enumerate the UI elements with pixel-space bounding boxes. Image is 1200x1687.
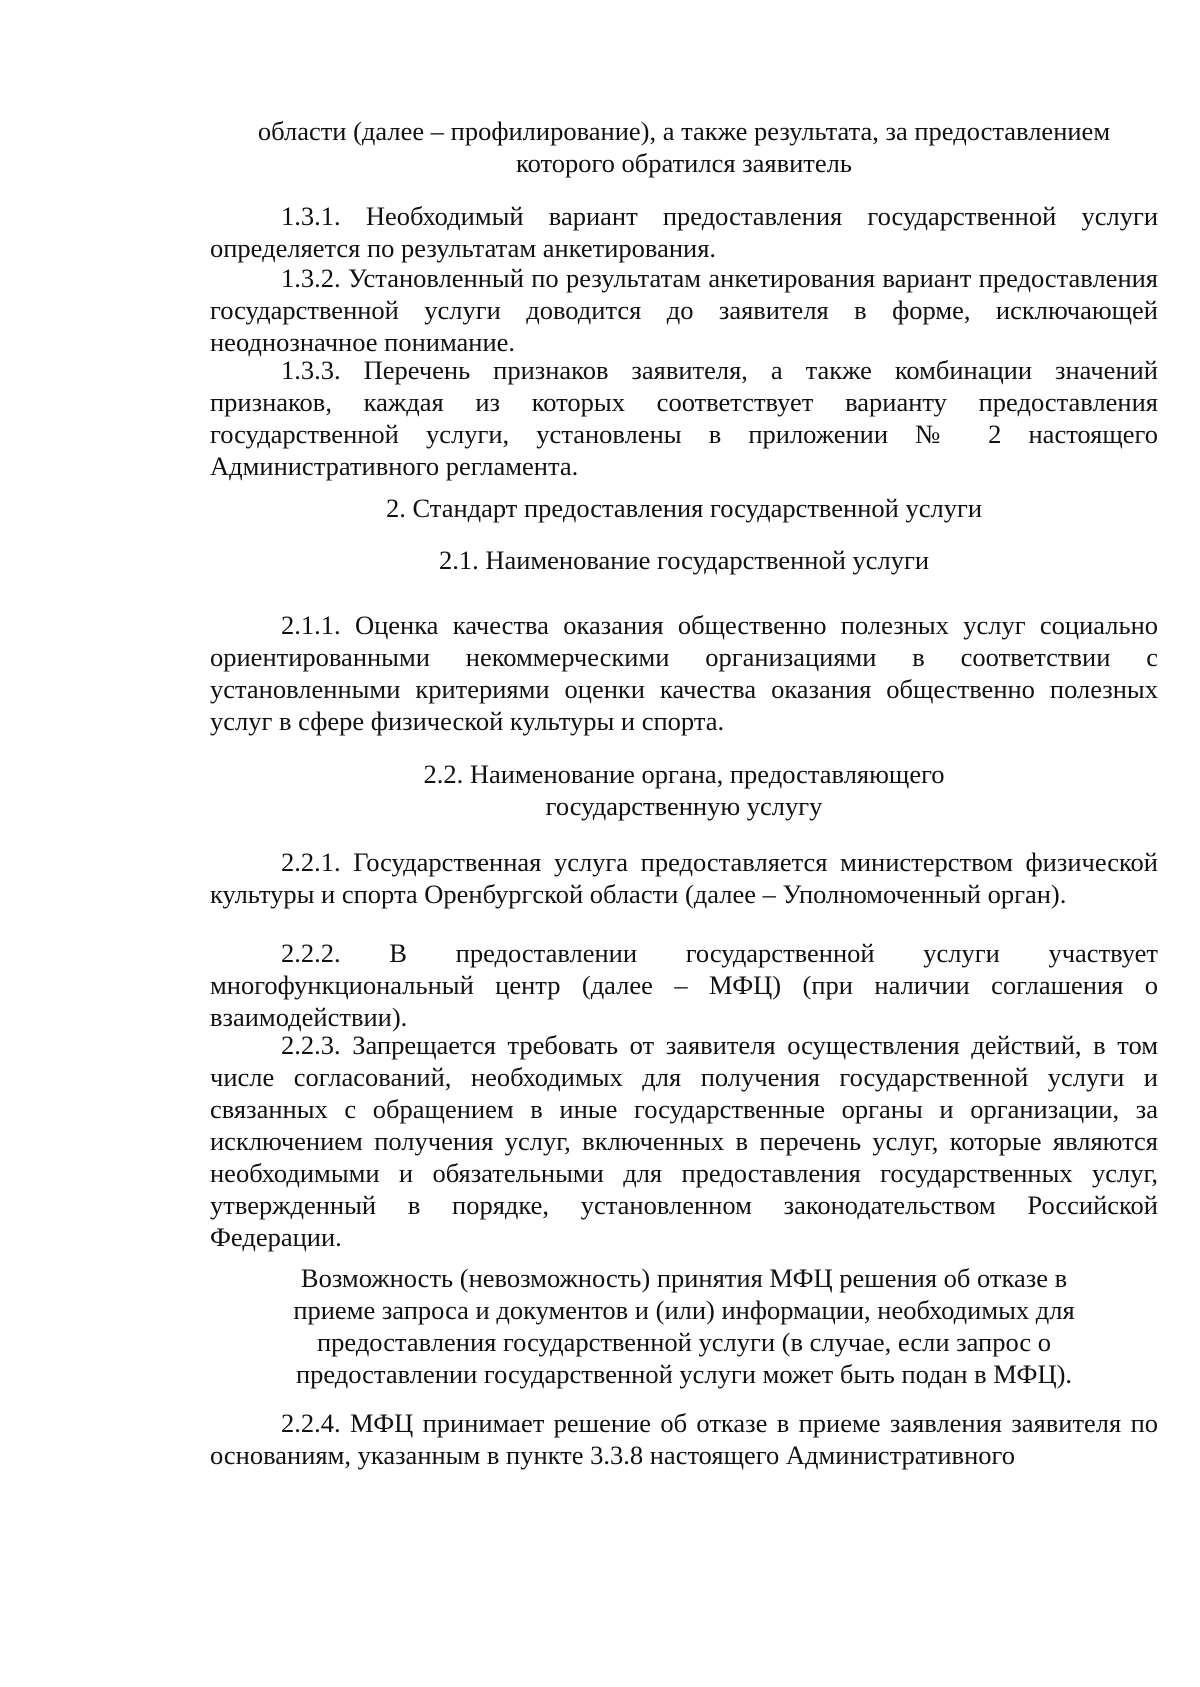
paragraph-1-3-3: 1.3.3. Перечень признаков заявителя, а также комбинации значений признаков, каждая из которых соответствует варианту предоставления государственной услуги, установлены в приложении № 2 настоящего Административного регламента. bbox=[210, 355, 1158, 481]
paragraph-1-3-1: 1.3.1. Необходимый вариант предоставления государственной услуги определяется по результатам анкетирования. bbox=[210, 201, 1158, 263]
section-2-2-title-line: 2.2. Наименование органа, предоставляющего bbox=[423, 759, 945, 789]
mfc-heading-line: предоставления государственной услуги (в случае, если запрос о bbox=[316, 1327, 1052, 1357]
paragraph-2-2-3: 2.2.3. Запрещается требовать от заявителя осуществления действий, в том числе согласований, необходимых для получения государственной услуги и связанных с обращением в иные государственные органы и организации, за исключением получения услуг, включенных в перечень услуг, которые являются необходимыми и обязательными для предоставления государственных услуг, утвержденный в порядке, установленном законодательством Российской Федерации. bbox=[210, 1030, 1158, 1252]
section-2-1-title: 2.1. Наименование государственной услуги bbox=[438, 545, 930, 575]
paragraph-2-2-1: 2.2.1. Государственная услуга предоставляется министерством физической культуры и спорта Оренбургской области (далее – Уполномоченный орган). bbox=[210, 847, 1158, 909]
paragraph-1-3-2: 1.3.2. Установленный по результатам анкетирования вариант предоставления государственной услуги доводится до заявителя в форме, исключающей неоднозначное понимание. bbox=[210, 263, 1158, 357]
mfc-heading-line: предоставлении государственной услуги может быть подан в МФЦ). bbox=[295, 1359, 1073, 1389]
paragraph-2-2-4: 2.2.4. МФЦ принимает решение об отказе в приеме заявления заявителя по основаниям, указанным в пункте 3.3.8 настоящего Административного bbox=[210, 1408, 1158, 1470]
mfc-heading-line: Возможность (невозможность) принятия МФЦ решения об отказе в bbox=[300, 1263, 1068, 1293]
paragraph-2-2-2: 2.2.2. В предоставлении государственной услуги участвует многофункциональный центр (далее – МФЦ) (при наличии соглашения о взаимодействии). bbox=[210, 938, 1158, 1032]
mfc-heading-line: приеме запроса и документов и (или) информации, необходимых для bbox=[293, 1295, 1075, 1325]
section-2-2-title bbox=[210, 758, 1158, 822]
section-2-2-title-line: государственную услугу bbox=[545, 791, 823, 821]
intro-heading bbox=[210, 115, 1158, 179]
section-2-title: 2. Стандарт предоставления государственной услуги bbox=[385, 493, 983, 523]
intro-heading-line: области (далее – профилирование), а также результата, за предоставлением bbox=[257, 116, 1111, 146]
mfc-heading bbox=[210, 1262, 1158, 1390]
paragraph-2-1-1: 2.1.1. Оценка качества оказания общественно полезных услуг социально ориентированными некоммерческими организациями в соответствии с установленными критериями оценки качества оказания общественно полезных услуг в сфере физической культуры и спорта. bbox=[210, 610, 1158, 736]
intro-heading-line: которого обратился заявитель bbox=[516, 148, 852, 178]
